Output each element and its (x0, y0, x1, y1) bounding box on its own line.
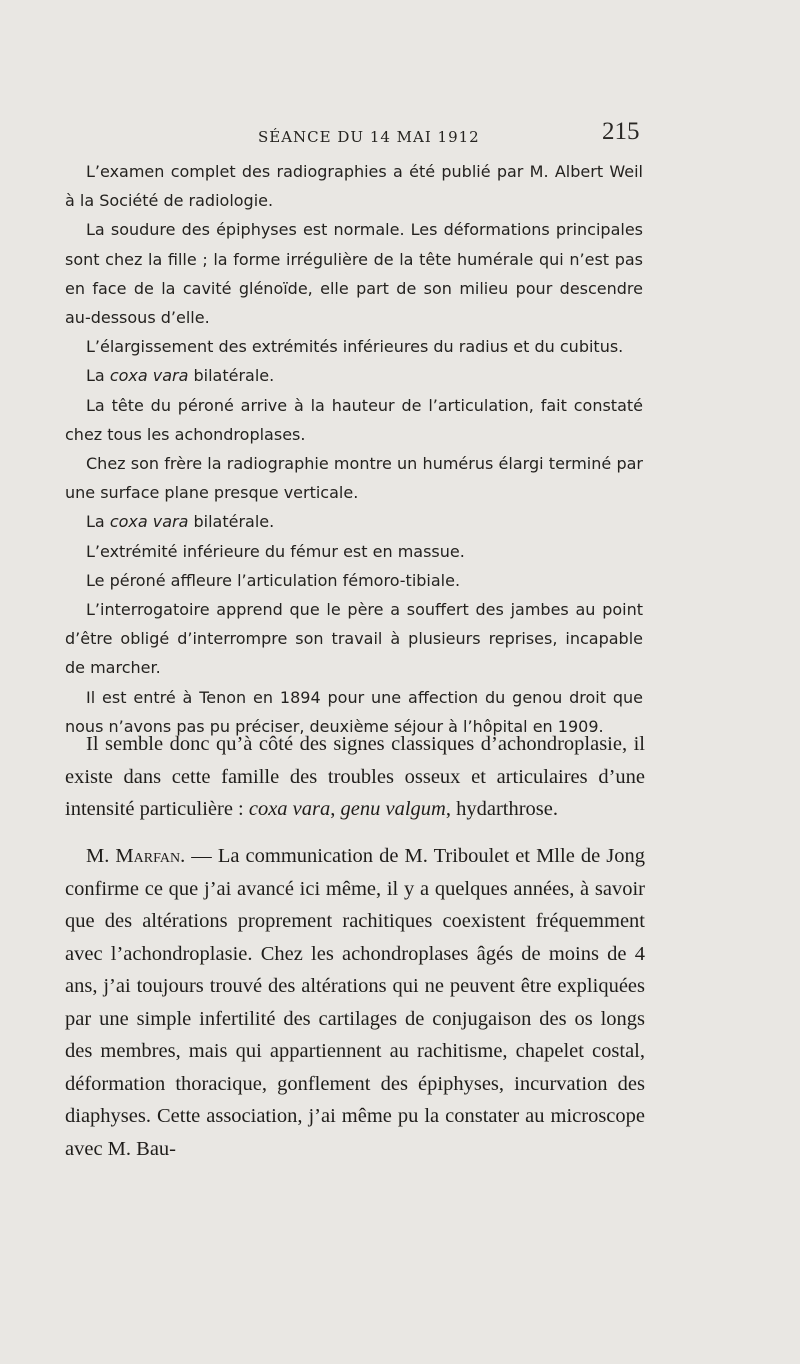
conclusion-text: Il semble donc qu’à côté des signes classiques d’achondroplasie, il existe dans cette famille des troubles osseux et articulaires d’une intensité particulière : (65, 733, 645, 820)
paragraph-femur: L’extrémité inférieure du fémur est en massue. (86, 541, 465, 561)
conclusion-separator: , (330, 798, 341, 820)
paragraph-perone: La tête du péroné arrive à la hauteur de l’articulation, fait constaté chez tous les achondroplases. (65, 395, 643, 444)
coxa-vara-suffix: bilatérale. (188, 512, 275, 532)
coxa-vara-prefix: La (86, 366, 110, 386)
paragraph-coxa-vara-2 (65, 507, 643, 536)
coxa-vara-italic: coxa vara (109, 512, 189, 532)
conclusion-block (65, 728, 645, 826)
paragraph-interrogatoire: L’interrogatoire apprend que le père a souffert des jambes au point d’être obligé d’interrompre son travail à plusieurs reprises, incapable de marcher. (65, 600, 643, 678)
page-header (0, 118, 800, 158)
page-number: 215 (602, 118, 640, 145)
coxa-vara-italic: coxa vara (109, 366, 189, 386)
paragraph-conclusion (65, 728, 645, 826)
paragraph-marfan (65, 840, 645, 1165)
paragraph-elargissement: L’élargissement des extrémités inférieures du radius et du cubitus. (86, 337, 624, 357)
paragraph-examen: L’examen complet des radiographies a été publié par M. Albert Weil à la Société de radiologie. (65, 162, 643, 211)
paragraph-tenon: Il est entré à Tenon en 1894 pour une affection du genou droit que nous n’avons pas pu préciser, deuxième séjour à l’hôpital en 1909. (65, 687, 643, 736)
coxa-vara-prefix: La (86, 512, 110, 532)
radiography-findings (65, 157, 643, 741)
running-title: SÉANCE DU 14 MAI 1912 (258, 128, 480, 146)
paragraph-frere: Chez son frère la radiographie montre un humérus élargi terminé par une surface plane presque verticale. (65, 454, 643, 503)
marfan-commentary (65, 840, 645, 1165)
paragraph-perone-affleure: Le péroné affleure l’articulation fémoro-tibiale. (86, 570, 461, 590)
conclusion-suffix: , hydarthrose. (445, 798, 558, 820)
speaker-name: M. Marfan. (86, 845, 186, 867)
marfan-text: — La communication de M. Triboulet et Mlle de Jong confirme ce que j’ai avancé ici même, il y a quelques années, à savoir que des altérations proprement rachitiques coexistent fréquemment avec l’achondroplasie. Chez les achondroplases âgés de moins de 4 ans, j’ai toujours trouvé des altérations qui ne peuvent être expliquées par une simple infertilité des cartilages de conjugaison des os longs des membres, mais qui appartiennent au rachitisme, chapelet costal, déformation thoracique, gonflement des épiphyses, incurvation des diaphyses. Cette association, j’ai même pu la constater au microscope avec M. Bau- (65, 845, 646, 1160)
paragraph-soudure: La soudure des épiphyses est normale. Les déformations principales sont chez la fille ; la forme irrégulière de la tête humérale qui n’est pas en face de la cavité glénoïde, elle part de son milieu pour descendre au-dessous d’elle. (65, 220, 643, 328)
paragraph-coxa-vara-1 (65, 361, 643, 390)
conclusion-italic-genu-valgum: genu valgum (340, 798, 446, 820)
coxa-vara-suffix: bilatérale. (188, 366, 275, 386)
conclusion-italic-coxa-vara: coxa vara (248, 798, 331, 820)
